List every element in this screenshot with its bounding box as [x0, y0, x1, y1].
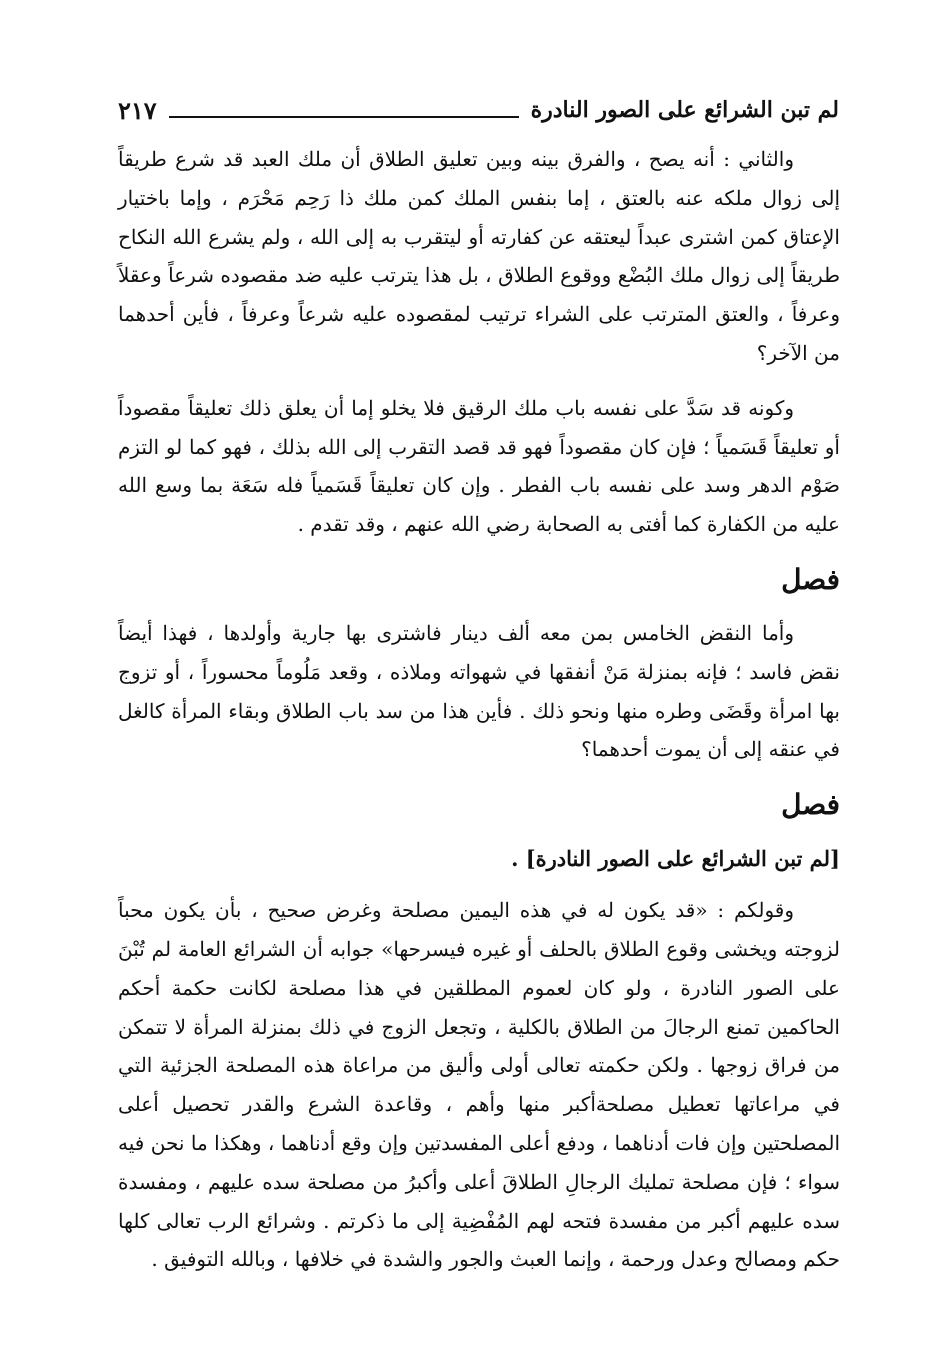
paragraph-4: وقولكم : «قد يكون له في هذه اليمين مصلحة وغرض صحيح ، بأن يكون محباً لزوجته ويخشى وقوع الطلاق بالحلف أو غيره فيسرحها» جوابه أن الشرائع العامة لم تُبْنَ على الصور النادرة ، ولو كان لعموم المطلقين في هذا مصلحة لكانت حكمة أحكم الحاكمين تمنع الرجالَ من الطلاق بالكلية ، وتجعل الزوج في ذلك بمنزلة المرأة لا تتمكن من فراق زوجها . ولكن حكمته تعالى أولى وأليق من مراعاة هذه المصلحة الجزئية التي في مراعاتها تعطيل مصلحةأكبر منها وأهم ، وقاعدة الشرع والقدر تحصيل أعلى المصلحتين وإن فات أدناهما ، ودفع أعلى المفسدتين وإن وقع أدناهما ، وهكذا ما نحن فيه سواء ؛ فإن مصلحة تمليك الرجالِ الطلاقَ أعلى وأكبرُ من مصلحة سده عليهم ، ومفسدة سده عليهم أكبر من مفسدة فتحه لهم المُفْضِية إلى ما ذكرتم . وشرائع الرب تعالى كلها حكم ومصالح وعدل ورحمة ، وإنما العبث والجور والشدة في خلافها ، وبالله التوفيق .: [118, 898, 840, 1272]
paragraph-3: وأما النقض الخامس بمن معه ألف دينار فاشترى بها جارية وأولدها ، فهذا أيضاً نقض فاسد ؛ فإنه بمنزلة مَنْ أنفقها في شهواته وملاذه ، وقعد مَلُوماً محسوراً ، أو تزوج بها امرأة وقَضَى وطره منها ونحو ذلك . فأين هذا من سد باب الطلاق وبقاء المرأة كالغل في عنقه إلى أن يموت أحدهما؟: [118, 620, 840, 762]
page-body: [118, 140, 840, 1279]
page-header: [118, 90, 839, 130]
paragraph-2: وكونه قد سَدَّ على نفسه باب ملك الرقيق فلا يخلو إما أن يعلق ذلك تعليقاً مقصوداً أو تعليقاً قَسَمياً ؛ فإن كان مقصوداً فهو قد قصد التقرب إلى الله بذلك ، فهو كما لو التزم صَوْم الدهر وسد على نفسه باب الفطر . وإن كان تعليقاً قَسَمياً فله سَعَة بما وسع الله عليه من الكفارة كما أفتى به الصحابة رضي الله عنهم ، وقد تقدم .: [118, 395, 840, 537]
section-heading-2: فصل: [781, 788, 840, 822]
header-rule: [169, 116, 519, 118]
page-number: ٢١٧: [118, 95, 157, 125]
subheading: [لم تبن الشرائع على الصور النادرة] .: [511, 846, 840, 872]
running-title: لم تبن الشرائع على الصور النادرة: [530, 97, 839, 123]
paragraph-1: والثاني : أنه يصح ، والفرق بينه وبين تعليق الطلاق أن ملك العبد قد شرع طريقاً إلى زوال ملكه عنه بالعتق ، إما بنفس الملك كمن ملك ذا رَحِم مَحْرَم ، وإما باختيار الإعتاق كمن اشترى عبداً ليعتقه عن كفارته أو ليتقرب به إلى الله ، ولم يشرع الله النكاح طريقاً إلى زوال ملك البُضْع ووقوع الطلاق ، بل هذا يترتب عليه ضد مقصوده شرعاً وعقلاً وعرفاً ، والعتق المترتب على الشراء ترتيب لمقصوده عليه شرعاً وعرفاً ، فأين أحدهما من الآخر؟: [118, 147, 840, 365]
section-heading-1: فصل: [781, 562, 840, 596]
